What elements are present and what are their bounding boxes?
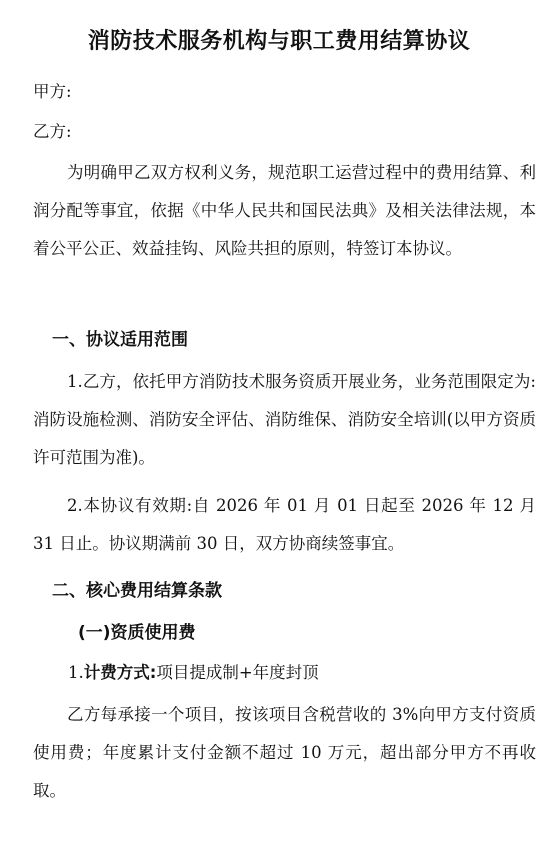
fee-method-item bbox=[68, 661, 319, 685]
fee-method-value: 项目提成制+年度封顶 bbox=[156, 663, 319, 682]
section-2-subheading: (一)资质使用费 bbox=[78, 623, 196, 643]
section-1-clause-2: 2.本协议有效期:自 2026 年 01 月 01 日起至 2026 年 12 月 31 日止。协议期满前 30 日，双方协商续签事宜。 bbox=[33, 496, 536, 553]
fee-method-number: 1. bbox=[68, 663, 84, 682]
party-b-label: 乙方: bbox=[33, 122, 72, 141]
fee-method-label: 计费方式: bbox=[83, 663, 157, 682]
document-title: 消防技术服务机构与职工费用结算协议 bbox=[87, 29, 471, 54]
section-1-heading: 一、协议适用范围 bbox=[52, 330, 188, 350]
party-a-label: 甲方: bbox=[33, 82, 72, 101]
fee-paragraph: 乙方每承接一个项目，按该项目含税营收的 3%向甲方支付资质使用费；年度累计支付金额不超过 10 万元，超出部分甲方不再收取。 bbox=[33, 705, 536, 800]
preamble-paragraph: 为明确甲乙双方权利义务，规范职工运营过程中的费用结算、利润分配等事宜，依据《中华人民共和国民法典》及相关法律法规，本着公平公正、效益挂钩、风险共担的原则，特签订本协议。 bbox=[33, 163, 536, 258]
section-2-heading: 二、核心费用结算条款 bbox=[52, 581, 222, 601]
section-1-clause-1: 1.乙方，依托甲方消防技术服务资质开展业务，业务范围限定为:消防设施检测、消防安全评估、消防维保、消防安全培训(以甲方资质许可范围为准)。 bbox=[33, 372, 536, 467]
